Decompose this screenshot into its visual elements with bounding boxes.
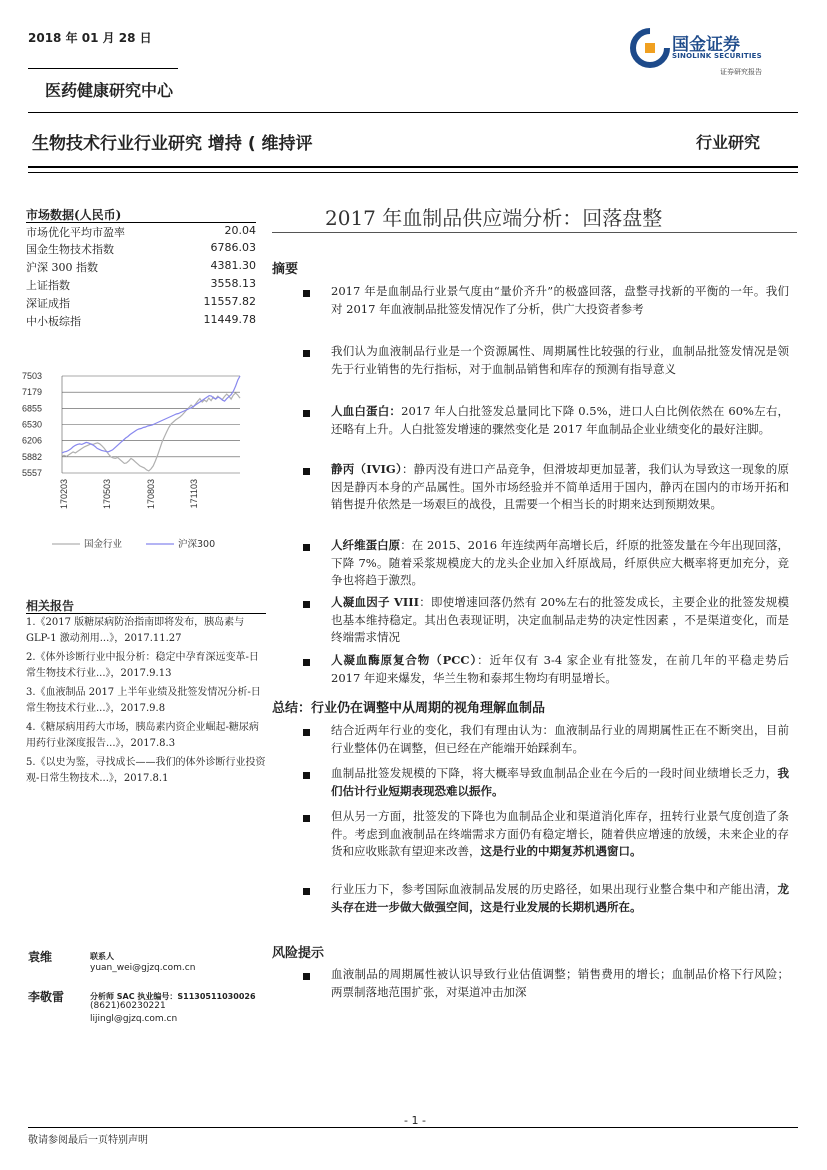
summary-paragraph: 人血白蛋白：2017 年人白批签发总量同比下降 0.5%，进口人白比例依然在 60%左右，还略有上升。人白批签发增速的骤然变化是 2017 年血制品企业业绩变化的最好注脚。	[331, 404, 790, 436]
conclusion-paragraph: 但从另一方面，批签发的下降也为血制品企业和渠道消化库存，扭转行业景气度创造了条件。考虑到血液制品在终端需求方面仍有稳定增长，随着供应增速的放缓，未来企业的存货和应收账款有望迎来改善，这是行业的中期复苏机遇窗口。	[331, 809, 789, 858]
related-report-item[interactable]: 1.《2017 版糖尿病防治指南即将发布，胰岛素与 GLP-1 激动剂用...》，2017.11.27	[26, 617, 245, 644]
summary-paragraph: 2017 年是血制品行业景气度由“量价齐升”的极盛回落，盘整寻找新的平衡的一年。我们对 2017 年血液制品批签发情况作了分析，供广大投资者参考	[331, 284, 789, 316]
conclusion-paragraph: 血制品批签发规模的下降，将大概率导致血制品企业在今后的一段时间业绩增长乏力，我们估计行业短期表现恐难以振作。	[331, 766, 789, 798]
author-phone: (8621)60230221	[90, 1001, 166, 1011]
report-date: 2018 年 01 月 28 日	[28, 31, 152, 45]
author-role: 联系人	[90, 952, 114, 961]
logo-text-cn: 国金证券	[672, 35, 740, 55]
summary-paragraph: 人凝血因子 VIII：即使增速回落仍然有 20%左右的批签发成长，主要企业的批签发规模也基本维持稳定。其出色表现证明，决定血制品走势的决定性因素 ，不是渠道变化，而是终端需求情况	[331, 595, 789, 644]
bullet-icon	[303, 888, 310, 895]
chart-x-tick-label: 170203	[59, 479, 69, 510]
bullet-icon	[303, 468, 310, 475]
market-data-row: 深证成指 11557.82	[26, 295, 256, 310]
conclusion-paragraph: 结合近两年行业的变化，我们有理由认为：血液制品行业的周期属性正在不断突出，目前行业整体仍在调整，但已经在产能端开始踩刹车。	[331, 723, 789, 755]
summary-paragraph: 静丙（IVIG）：静丙没有进口产品竞争，但滑坡却更加显著，我们认为导致这一现象的原因是静丙本身的产品属性。国外市场经验并不简单适用于国内，静丙在国内的市场开拓和销售提升依然是一场艰巨的战役，且需要一个相当长的时期来达到预期效果。	[331, 462, 789, 511]
chart-y-tick-label: 6530	[22, 419, 43, 430]
logo-mark-icon	[630, 28, 670, 68]
header-rule-1	[28, 112, 798, 113]
summary-paragraph: 人凝血酶原复合物（PCC）：近年仅有 3-4 家企业有批签发，在前几年的平稳走势后 2017 年迎来爆发，华兰生物和泰邦生物均有明显增长。	[331, 653, 789, 685]
bullet-icon	[303, 601, 310, 608]
bullet-icon	[303, 973, 310, 980]
market-data-row: 中小板综指 11449.78	[26, 313, 256, 328]
chart-y-tick-label: 7179	[22, 387, 43, 398]
chart-x-tick-label: 170803	[146, 479, 156, 510]
page-number: - 1 -	[404, 1114, 426, 1127]
author-name: 袁维	[28, 950, 53, 964]
bullet-icon	[303, 544, 310, 551]
related-report-item[interactable]: 3.《血液制品 2017 上半年业绩及批签发情况分析-日常生物技术行业...》，2017.9.8	[26, 687, 261, 714]
bullet-icon	[303, 815, 310, 822]
chart-series-line	[62, 393, 240, 471]
header-rule-2	[28, 166, 798, 168]
bullet-icon	[303, 290, 310, 297]
chart-x-tick-label: 170503	[102, 479, 112, 510]
company-logo	[630, 26, 790, 82]
bullet-icon	[303, 772, 310, 779]
footer-rule	[28, 1127, 798, 1128]
risk-paragraph: 血液制品的周期属性被认识导致行业估值调整；销售费用的增长；血制品价格下行风险；两票制落地范围扩张，对渠道冲击加深	[331, 967, 789, 999]
chart-y-tick-label: 5882	[22, 451, 43, 462]
related-report-item[interactable]: 4.《糖尿病用药大市场，胰岛素内资企业崛起-糖尿病用药行业深度报告...》，2017.8.3	[26, 722, 259, 749]
bullet-icon	[303, 659, 310, 666]
chart-x-tick-label: 171103	[189, 479, 199, 509]
disclaimer-note: 敬请参阅最后一页特别声明	[28, 1135, 148, 1146]
header-rule-3	[28, 172, 798, 173]
author-email[interactable]: yuan_wei@gjzq.com.cn	[90, 963, 196, 973]
report-type: 行业研究	[696, 133, 761, 152]
author-role: 分析师 SAC 执业编号：S1130511030026	[90, 992, 256, 1001]
market-data-rule	[26, 222, 256, 223]
bullet-icon	[303, 410, 310, 417]
logo-text-en: SINOLINK SECURITIES	[672, 52, 762, 60]
conclusion-heading: 总结：行业仍在调整中从周期的视角理解血制品	[272, 701, 546, 716]
main-title-rule	[272, 232, 797, 233]
chart-y-tick-label: 6206	[22, 435, 43, 446]
market-data-row: 市场优化平均市盈率 20.04	[26, 224, 256, 239]
industry-title-line: 生物技术行业行业研究 增持 ( 维持评	[32, 134, 313, 154]
related-reports-title: 相关报告	[26, 599, 75, 613]
chart-legend-label: 国金行业	[84, 539, 123, 550]
research-center: 医药健康研究中心	[45, 81, 174, 100]
chart-legend-label: 沪深300	[178, 539, 216, 550]
related-reports-rule	[26, 613, 266, 614]
market-data-title: 市场数据(人民币)	[26, 208, 122, 222]
market-data-row: 上证指数 3558.13	[26, 277, 256, 292]
risk-heading: 风险提示	[272, 946, 325, 961]
index-line-chart	[18, 364, 258, 564]
bullet-icon	[303, 350, 310, 357]
summary-paragraph: 人纤维蛋白原：在 2015、2016 年连续两年高增长后，纤原的批签发量在今年出现回落，下降 7%。随着采浆规模庞大的龙头企业加入纤原战局，纤原供应大概率将更加充分，竞争也将趋于激烈。	[331, 538, 790, 587]
chart-y-tick-label: 5557	[22, 468, 43, 478]
header-rule-short	[28, 68, 178, 69]
related-report-item[interactable]: 2.《体外诊断行业中报分析：稳定中孕育深远变革-日常生物技术行业...》，2017.9.13	[26, 652, 259, 679]
summary-paragraph: 我们认为血液制品行业是一个资源属性、周期属性比较强的行业，血制品批签发情况是领先于行业销售的先行指标，对于血制品销售和库存的预测有指导意义	[331, 344, 789, 376]
logo-subtitle: 证券研究报告	[720, 68, 762, 76]
author-email[interactable]: lijingl@gjzq.com.cn	[90, 1014, 178, 1024]
conclusion-paragraph: 行业压力下，参考国际血液制品发展的历史路径，如果出现行业整合集中和产能出清，龙头存在进一步做大做强空间，这是行业发展的长期机遇所在。	[331, 882, 789, 914]
chart-y-tick-label: 7503	[22, 371, 43, 381]
main-title: 2017 年血制品供应端分析：回落盘整	[325, 206, 663, 230]
market-data-row: 沪深 300 指数 4381.30	[26, 259, 256, 274]
chart-series-line	[62, 376, 240, 453]
market-data-row: 国金生物技术指数 6786.03	[26, 241, 256, 256]
bullet-icon	[303, 729, 310, 736]
chart-y-tick-label: 6855	[22, 403, 43, 414]
related-report-item[interactable]: 5.《以史为鉴，寻找成长——我们的体外诊断行业投资观-日常生物技术...》，2017.8.1	[26, 757, 266, 784]
author-name: 李敬雷	[28, 990, 65, 1004]
summary-heading: 摘要	[272, 262, 299, 277]
